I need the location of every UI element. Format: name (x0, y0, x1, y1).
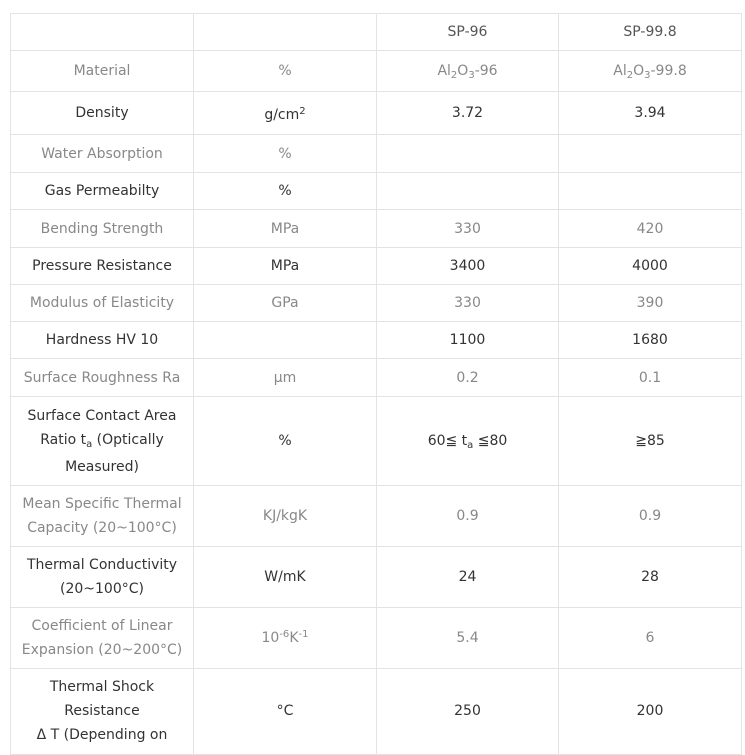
table-row (11, 135, 742, 173)
property-line (15, 428, 189, 452)
sp-96-cell: 330 (377, 210, 559, 248)
property-line: Thermal Conductivity (26, 557, 178, 573)
table-row (11, 51, 742, 92)
sp-99-8-cell: 420 (559, 210, 742, 248)
formula-subscript: 3 (644, 70, 651, 81)
property-cell (11, 486, 194, 547)
property-cell: Density (11, 92, 194, 135)
formula-part: Al (613, 63, 627, 79)
sp-96-cell: 1100 (377, 322, 559, 359)
unit-cell: °C (194, 669, 377, 755)
property-cell: Bending Strength (11, 210, 194, 248)
property-line: Mean Specific Thermal (22, 496, 182, 512)
formula-part: Al (437, 63, 451, 79)
table-row (11, 547, 742, 608)
table-row (11, 285, 742, 322)
unit-cell (194, 92, 377, 135)
unit-base: 10 (261, 630, 280, 646)
formula-subscript: 3 (468, 70, 475, 81)
property-cell: Surface Roughness Ra (11, 359, 194, 397)
sp-99-8-cell: 0.1 (559, 359, 742, 397)
sp-99-8-cell: 28 (559, 547, 742, 608)
unit-cell: GPa (194, 285, 377, 322)
unit-cell: % (194, 51, 377, 92)
formula-part: -96 (474, 63, 498, 79)
property-cell: Hardness HV 10 (11, 322, 194, 359)
range-text: ≦80 (473, 433, 508, 449)
header-cell-sp-99-8: SP-99.8 (559, 14, 742, 51)
property-line: (20~100°C) (60, 581, 144, 597)
property-cell: Water Absorption (11, 135, 194, 173)
property-line: Surface Contact Area (27, 407, 177, 424)
sp-96-cell: 0.2 (377, 359, 559, 397)
unit-cell: % (194, 135, 377, 173)
formula-part: -99.8 (650, 63, 687, 79)
sp-96-cell: 3.72 (377, 92, 559, 135)
table-row (11, 359, 742, 397)
sp-96-cell: 330 (377, 285, 559, 322)
sp-99-8-cell: 200 (559, 669, 742, 755)
table-row (11, 210, 742, 248)
sp-99-8-cell: 390 (559, 285, 742, 322)
sp-96-cell (377, 51, 559, 92)
sp-99-8-cell: 1680 (559, 322, 742, 359)
sp-96-cell (377, 173, 559, 210)
property-cell: Modulus of Elasticity (11, 285, 194, 322)
header-cell-sp-96: SP-96 (377, 14, 559, 51)
table-row (11, 92, 742, 135)
sp-96-cell: 3400 (377, 248, 559, 285)
formula-subscript: 2 (626, 70, 634, 81)
unit-cell (194, 608, 377, 669)
sp-99-8-cell: ≧85 (559, 397, 742, 486)
property-cell: Material (11, 51, 194, 92)
property-cell (11, 669, 194, 755)
unit-cell: MPa (194, 248, 377, 285)
property-line: Coefficient of Linear (31, 618, 173, 634)
sp-96-cell (377, 397, 559, 486)
sp-99-8-cell (559, 173, 742, 210)
header-cell-unit (194, 14, 377, 51)
sp-96-cell: 0.9 (377, 486, 559, 547)
header-cell-property (11, 14, 194, 51)
property-cell (11, 397, 194, 486)
range-text: 60≦ t (427, 433, 468, 449)
unit-superscript: -6 (279, 629, 290, 640)
property-text: Ratio t (40, 431, 87, 448)
sp-96-cell (377, 135, 559, 173)
unit-cell: KJ/kgK (194, 486, 377, 547)
table-row (11, 173, 742, 210)
sp-96-cell: 24 (377, 547, 559, 608)
unit-cell: W/mK (194, 547, 377, 608)
property-cell (11, 608, 194, 669)
unit-cell: MPa (194, 210, 377, 248)
sp-96-cell: 250 (377, 669, 559, 755)
table-row (11, 669, 742, 755)
unit-superscript: 2 (299, 106, 306, 117)
table-row (11, 248, 742, 285)
property-text: (Optically (92, 431, 164, 448)
property-line: Thermal Shock Resistance (49, 679, 155, 719)
sp-99-8-cell: 4000 (559, 248, 742, 285)
table-row (11, 608, 742, 669)
table-header-row (11, 14, 742, 51)
sp-96-cell: 5.4 (377, 608, 559, 669)
formula-subscript: 2 (450, 70, 458, 81)
formula-part: O (457, 63, 469, 79)
sp-99-8-cell: 6 (559, 608, 742, 669)
formula-part: O (633, 63, 645, 79)
property-line: Δ T (Depending on (36, 727, 168, 743)
sp-99-8-cell (559, 135, 742, 173)
property-cell: Gas Permeabilty (11, 173, 194, 210)
unit-base: K (289, 630, 299, 646)
unit-cell: μm (194, 359, 377, 397)
property-line: Capacity (20~100°C) (27, 520, 177, 536)
unit-cell (194, 322, 377, 359)
sp-99-8-cell (559, 51, 742, 92)
unit-cell: % (194, 397, 377, 486)
unit-cell: % (194, 173, 377, 210)
table-row (11, 322, 742, 359)
property-cell: Pressure Resistance (11, 248, 194, 285)
unit-base: g/cm (264, 107, 300, 123)
property-line: Expansion (20~200°C) (21, 642, 183, 658)
table-row (11, 486, 742, 547)
sp-99-8-cell: 0.9 (559, 486, 742, 547)
property-line: Measured) (65, 458, 139, 475)
range-subscript: a (467, 440, 474, 451)
properties-table (10, 13, 742, 755)
unit-superscript: -1 (298, 629, 309, 640)
property-subscript: a (86, 438, 93, 450)
sp-99-8-cell: 3.94 (559, 92, 742, 135)
property-cell (11, 547, 194, 608)
table-row (11, 397, 742, 486)
